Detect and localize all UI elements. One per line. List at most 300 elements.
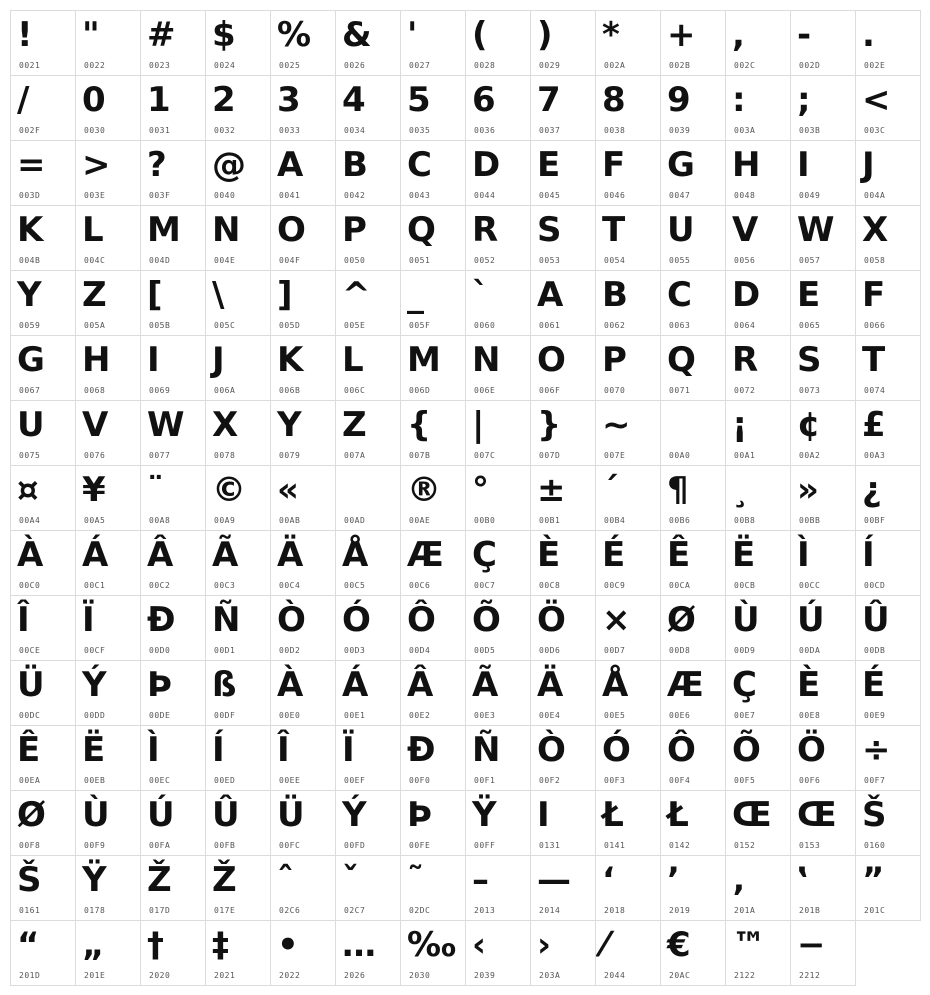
- glyph-code: 00E4: [539, 711, 561, 720]
- glyph-code: 00EC: [149, 776, 171, 785]
- glyph-code: 0048: [734, 191, 756, 200]
- glyph-code: 201B: [799, 906, 821, 915]
- glyph-cell: [400, 660, 466, 726]
- glyph-code: 00DA: [799, 646, 821, 655]
- glyph-char: Ø: [667, 600, 696, 640]
- glyph-code: 0060: [474, 321, 496, 330]
- glyph-char: U: [17, 405, 45, 445]
- glyph-char: Ì: [147, 730, 160, 770]
- glyph-code: 0070: [604, 386, 626, 395]
- glyph-code: 0027: [409, 61, 431, 70]
- glyph-code: 005F: [409, 321, 431, 330]
- glyph-code: 00EA: [19, 776, 41, 785]
- glyph-cell: [270, 75, 336, 141]
- glyph-code: 0045: [539, 191, 561, 200]
- glyph-code: 0042: [344, 191, 366, 200]
- glyph-char: Ä: [537, 665, 564, 705]
- glyph-cell: [140, 855, 206, 921]
- glyph-cell: [335, 205, 401, 271]
- glyph-code: 0067: [19, 386, 41, 395]
- glyph-code: 002F: [19, 126, 41, 135]
- glyph-code: 00A9: [214, 516, 236, 525]
- glyph-code: 002C: [734, 61, 756, 70]
- glyph-cell: [400, 530, 466, 596]
- glyph-code: 0076: [84, 451, 106, 460]
- glyph-cell: [790, 855, 856, 921]
- glyph-code: 0069: [149, 386, 171, 395]
- glyph-code: 00BB: [799, 516, 821, 525]
- glyph-char: Ô: [407, 600, 436, 640]
- glyph-char: ,: [732, 15, 745, 55]
- glyph-char: 9: [667, 80, 691, 120]
- glyph-cell: [140, 205, 206, 271]
- glyph-cell: [205, 660, 271, 726]
- glyph-char: Æ: [407, 535, 444, 575]
- glyph-char: À: [17, 535, 44, 575]
- glyph-char: Ò: [537, 730, 566, 770]
- glyph-char: Š: [862, 795, 887, 835]
- glyph-char: G: [667, 145, 695, 185]
- glyph-code: 201A: [734, 906, 756, 915]
- glyph-code: 0065: [799, 321, 821, 330]
- glyph-cell: [205, 75, 271, 141]
- glyph-code: 006A: [214, 386, 236, 395]
- glyph-char: I: [147, 340, 160, 380]
- glyph-code: 00F8: [19, 841, 41, 850]
- glyph-cell: [270, 205, 336, 271]
- glyph-char: 4: [342, 80, 366, 120]
- glyph-code: 00ED: [214, 776, 236, 785]
- glyph-char: Ž: [212, 860, 237, 900]
- glyph-char: È: [797, 665, 821, 705]
- glyph-cell: [270, 855, 336, 921]
- glyph-cell: [595, 920, 661, 986]
- glyph-code: 0073: [799, 386, 821, 395]
- glyph-char: C: [667, 275, 692, 315]
- glyph-code: 00A5: [84, 516, 106, 525]
- glyph-cell: [335, 790, 401, 856]
- glyph-cell: [530, 920, 596, 986]
- glyph-code: 02DC: [409, 906, 431, 915]
- glyph-cell: [595, 335, 661, 401]
- glyph-char: &: [342, 15, 372, 55]
- glyph-code: 2020: [149, 971, 171, 980]
- glyph-char: Ó: [342, 600, 371, 640]
- glyph-code: 0046: [604, 191, 626, 200]
- glyph-char: O: [277, 210, 306, 250]
- glyph-char: »: [797, 470, 819, 510]
- glyph-char: T: [862, 340, 886, 380]
- glyph-cell: [75, 205, 141, 271]
- glyph-cell: [205, 530, 271, 596]
- glyph-cell: [660, 790, 726, 856]
- glyph-code: 00CB: [734, 581, 756, 590]
- glyph-cell: [140, 75, 206, 141]
- glyph-code: 0033: [279, 126, 301, 135]
- glyph-cell: [660, 335, 726, 401]
- glyph-char: Ê: [667, 535, 691, 575]
- glyph-code: 004F: [279, 256, 301, 265]
- glyph-cell: [335, 270, 401, 336]
- glyph-code: 0032: [214, 126, 236, 135]
- glyph-code: 00FA: [149, 841, 171, 850]
- glyph-char: Ł: [602, 795, 624, 835]
- glyph-code: 00AB: [279, 516, 301, 525]
- glyph-char: Ï: [82, 600, 95, 640]
- glyph-code: 00A3: [864, 451, 886, 460]
- glyph-code: 0062: [604, 321, 626, 330]
- glyph-code: 0054: [604, 256, 626, 265]
- glyph-char: \: [212, 275, 225, 315]
- glyph-code: 006E: [474, 386, 496, 395]
- glyph-char: ×: [602, 600, 631, 640]
- glyph-char: ¥: [82, 470, 106, 510]
- glyph-cell: [270, 725, 336, 791]
- glyph-cell: [595, 205, 661, 271]
- glyph-char: N: [472, 340, 501, 380]
- glyph-code: 0153: [799, 841, 821, 850]
- glyph-code: 0056: [734, 256, 756, 265]
- glyph-code: 00AE: [409, 516, 431, 525]
- glyph-cell: [75, 920, 141, 986]
- glyph-code: 2044: [604, 971, 626, 980]
- glyph-cell: [75, 465, 141, 531]
- glyph-code: 0049: [799, 191, 821, 200]
- glyph-char: É: [602, 535, 626, 575]
- glyph-cell: [400, 140, 466, 206]
- glyph-code: 2022: [279, 971, 301, 980]
- glyph-cell: [725, 790, 791, 856]
- glyph-char: X: [212, 405, 239, 445]
- glyph-code: 0178: [84, 906, 106, 915]
- glyph-code: 00BF: [864, 516, 886, 525]
- glyph-cell: [205, 855, 271, 921]
- glyph-char: Æ: [667, 665, 704, 705]
- glyph-cell: [10, 465, 76, 531]
- glyph-code: 0035: [409, 126, 431, 135]
- glyph-char: |: [472, 405, 485, 445]
- glyph-char: B: [602, 275, 628, 315]
- glyph-char: Á: [82, 535, 109, 575]
- glyph-cell: [140, 660, 206, 726]
- glyph-char: +: [667, 15, 696, 55]
- glyph-code: 0025: [279, 61, 301, 70]
- glyph-code: 0029: [539, 61, 561, 70]
- glyph-cell: [465, 790, 531, 856]
- glyph-cell: [335, 75, 401, 141]
- glyph-cell: [140, 140, 206, 206]
- glyph-cell: [10, 335, 76, 401]
- glyph-code: 0034: [344, 126, 366, 135]
- glyph-code: 0059: [19, 321, 41, 330]
- glyph-cell: [725, 400, 791, 466]
- glyph-char: O: [537, 340, 566, 380]
- glyph-char: ’: [667, 860, 680, 900]
- glyph-char: Ý: [342, 795, 367, 835]
- glyph-char: L: [82, 210, 104, 250]
- glyph-cell: [855, 465, 921, 531]
- glyph-char: °: [472, 470, 489, 510]
- glyph-char: D: [472, 145, 501, 185]
- glyph-char: Ž: [147, 860, 172, 900]
- glyph-cell: [335, 595, 401, 661]
- glyph-code: 00B1: [539, 516, 561, 525]
- glyph-cell: [75, 75, 141, 141]
- glyph-cell: [530, 10, 596, 76]
- glyph-code: 2013: [474, 906, 496, 915]
- glyph-char: Ì: [797, 535, 810, 575]
- glyph-code: 00D3: [344, 646, 366, 655]
- glyph-char: À: [277, 665, 304, 705]
- glyph-code: 0077: [149, 451, 171, 460]
- glyph-cell: [660, 855, 726, 921]
- glyph-cell: [270, 530, 336, 596]
- glyph-code: 00C5: [344, 581, 366, 590]
- glyph-cell: [140, 530, 206, 596]
- glyph-code: 0041: [279, 191, 301, 200]
- glyph-cell: [855, 790, 921, 856]
- glyph-char: ): [537, 15, 553, 55]
- glyph-cell: [530, 400, 596, 466]
- glyph-char: «: [277, 470, 299, 510]
- glyph-char: J: [862, 145, 875, 185]
- glyph-char: 1: [147, 80, 171, 120]
- glyph-code: 00C2: [149, 581, 171, 590]
- glyph-cell: [660, 595, 726, 661]
- glyph-cell: [140, 335, 206, 401]
- glyph-cell: [465, 335, 531, 401]
- glyph-char: }: [537, 405, 562, 445]
- glyph-code: 006C: [344, 386, 366, 395]
- glyph-cell: [465, 270, 531, 336]
- glyph-code: 003B: [799, 126, 821, 135]
- glyph-cell: [270, 465, 336, 531]
- glyph-code: 006F: [539, 386, 561, 395]
- glyph-code: 00F6: [799, 776, 821, 785]
- glyph-cell: [660, 725, 726, 791]
- glyph-char: ¢: [797, 405, 821, 445]
- glyph-cell: [465, 75, 531, 141]
- glyph-code: 2014: [539, 906, 561, 915]
- glyph-cell: [140, 725, 206, 791]
- glyph-char: Þ: [147, 665, 173, 705]
- glyph-char: K: [277, 340, 304, 380]
- glyph-cell: [660, 530, 726, 596]
- glyph-cell: [270, 400, 336, 466]
- glyph-char: ˜: [407, 860, 424, 900]
- glyph-code: 0160: [864, 841, 886, 850]
- glyph-code: 006D: [409, 386, 431, 395]
- glyph-code: 004B: [19, 256, 41, 265]
- glyph-code: 007C: [474, 451, 496, 460]
- glyph-cell: [790, 595, 856, 661]
- glyph-code: 0078: [214, 451, 236, 460]
- glyph-cell: [75, 270, 141, 336]
- glyph-char: „: [82, 925, 105, 965]
- glyph-code: 005C: [214, 321, 236, 330]
- glyph-cell: [660, 75, 726, 141]
- glyph-char: Ü: [17, 665, 45, 705]
- glyph-char: Ò: [277, 600, 306, 640]
- glyph-char: ”: [862, 860, 885, 900]
- glyph-code: 0141: [604, 841, 626, 850]
- glyph-char: É: [862, 665, 886, 705]
- glyph-cell: [725, 660, 791, 726]
- glyph-char: ÷: [862, 730, 891, 770]
- glyph-code: 017E: [214, 906, 236, 915]
- glyph-cell: [10, 530, 76, 596]
- glyph-char: _: [407, 275, 424, 315]
- glyph-cell: [10, 920, 76, 986]
- glyph-code: 00F1: [474, 776, 496, 785]
- glyph-char: [: [147, 275, 163, 315]
- glyph-code: 00D9: [734, 646, 756, 655]
- glyph-char: >: [82, 145, 111, 185]
- glyph-code: 005A: [84, 321, 106, 330]
- glyph-char: ®: [407, 470, 441, 510]
- glyph-char: @: [212, 145, 246, 185]
- glyph-cell: [530, 335, 596, 401]
- glyph-char: Y: [277, 405, 302, 445]
- glyph-code: 003D: [19, 191, 41, 200]
- glyph-cell: [465, 140, 531, 206]
- glyph-cell: [725, 270, 791, 336]
- glyph-code: 0074: [864, 386, 886, 395]
- glyph-cell: [725, 75, 791, 141]
- glyph-char: Ñ: [212, 600, 241, 640]
- glyph-code: 005D: [279, 321, 301, 330]
- glyph-code: 0057: [799, 256, 821, 265]
- glyph-cell: [790, 75, 856, 141]
- glyph-char: ¶: [667, 470, 689, 510]
- glyph-cell: [465, 205, 531, 271]
- glyph-cell: [465, 400, 531, 466]
- glyph-code: 2039: [474, 971, 496, 980]
- glyph-code: 00F4: [669, 776, 691, 785]
- glyph-cell: [725, 335, 791, 401]
- glyph-code: 00E8: [799, 711, 821, 720]
- glyph-char: ;: [797, 80, 811, 120]
- glyph-cell: [10, 725, 76, 791]
- glyph-code: 00A4: [19, 516, 41, 525]
- glyph-char: E: [537, 145, 561, 185]
- glyph-char: †: [147, 925, 164, 965]
- glyph-cell: [205, 335, 271, 401]
- glyph-code: 0051: [409, 256, 431, 265]
- glyph-code: 00FF: [474, 841, 496, 850]
- glyph-code: 00A1: [734, 451, 756, 460]
- glyph-code: 0052: [474, 256, 496, 265]
- glyph-char: Ä: [277, 535, 304, 575]
- glyph-code: 0072: [734, 386, 756, 395]
- glyph-cell: [660, 465, 726, 531]
- glyph-cell: [855, 10, 921, 76]
- glyph-cell: [10, 270, 76, 336]
- glyph-cell: [530, 790, 596, 856]
- glyph-code: 004E: [214, 256, 236, 265]
- glyph-code: 007B: [409, 451, 431, 460]
- glyph-cell: [595, 270, 661, 336]
- glyph-cell: [335, 400, 401, 466]
- glyph-cell: [855, 660, 921, 726]
- glyph-cell: [790, 270, 856, 336]
- glyph-code: 0061: [539, 321, 561, 330]
- glyph-code: 2026: [344, 971, 366, 980]
- glyph-code: 00EB: [84, 776, 106, 785]
- glyph-char: ": [82, 15, 100, 55]
- glyph-code: 00AD: [344, 516, 366, 525]
- glyph-code: 00DC: [19, 711, 41, 720]
- glyph-code: 004A: [864, 191, 886, 200]
- glyph-char: Y: [17, 275, 42, 315]
- glyph-cell: [855, 140, 921, 206]
- glyph-code: 0037: [539, 126, 561, 135]
- glyph-code: 00DE: [149, 711, 171, 720]
- glyph-code: 2212: [799, 971, 821, 980]
- glyph-char: Ù: [732, 600, 760, 640]
- glyph-cell: [75, 530, 141, 596]
- glyph-cell: [205, 725, 271, 791]
- glyph-char: Î: [17, 600, 30, 640]
- glyph-char: Â: [407, 665, 434, 705]
- glyph-char: Ö: [537, 600, 566, 640]
- glyph-code: 00C6: [409, 581, 431, 590]
- glyph-char: £: [862, 405, 886, 445]
- glyph-code: 0161: [19, 906, 41, 915]
- glyph-code: 017D: [149, 906, 171, 915]
- glyph-code: 00CE: [19, 646, 41, 655]
- glyph-char: ': [407, 15, 418, 55]
- glyph-char: Ã: [472, 665, 499, 705]
- glyph-code: 00D8: [669, 646, 691, 655]
- glyph-cell: [725, 140, 791, 206]
- glyph-char: N: [212, 210, 241, 250]
- glyph-code: 00F2: [539, 776, 561, 785]
- glyph-char: ´: [602, 470, 619, 510]
- glyph-cell: [400, 75, 466, 141]
- glyph-char: È: [537, 535, 561, 575]
- glyph-char: <: [862, 80, 891, 120]
- glyph-char: G: [17, 340, 45, 380]
- glyph-char: $: [212, 15, 236, 55]
- glyph-code: 005B: [149, 321, 171, 330]
- glyph-code: 0047: [669, 191, 691, 200]
- glyph-code: 00E5: [604, 711, 626, 720]
- glyph-code: 00CF: [84, 646, 106, 655]
- glyph-char: Œ: [732, 795, 772, 835]
- glyph-char: Å: [602, 665, 629, 705]
- glyph-code: 0022: [84, 61, 106, 70]
- glyph-cell: [270, 920, 336, 986]
- glyph-cell: [140, 400, 206, 466]
- glyph-char: ±: [537, 470, 566, 510]
- glyph-char: ⁄: [602, 925, 608, 965]
- glyph-cell: [335, 335, 401, 401]
- glyph-char: 0: [82, 80, 106, 120]
- glyph-cell: [270, 660, 336, 726]
- glyph-char: ¤: [17, 470, 39, 510]
- glyph-char: S: [537, 210, 562, 250]
- glyph-cell: [205, 790, 271, 856]
- glyph-code: 2018: [604, 906, 626, 915]
- glyph-char: Ÿ: [472, 795, 497, 835]
- glyph-char: Z: [82, 275, 107, 315]
- glyph-char: #: [147, 15, 176, 55]
- glyph-code: 0058: [864, 256, 886, 265]
- glyph-char: Ï: [342, 730, 355, 770]
- glyph-char: :: [732, 80, 746, 120]
- glyph-cell: [660, 140, 726, 206]
